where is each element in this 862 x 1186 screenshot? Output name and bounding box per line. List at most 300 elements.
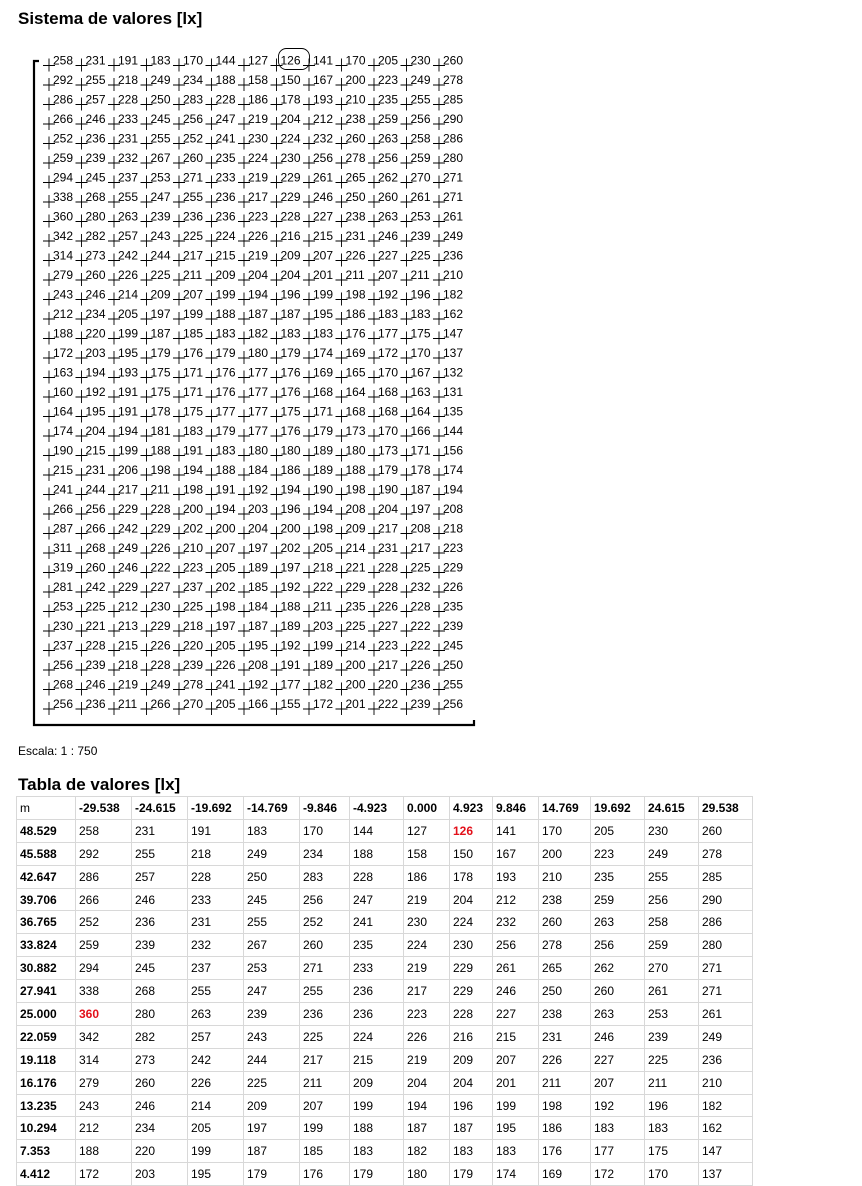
grid-value: 172 (378, 346, 399, 360)
grid-value: 192 (248, 677, 269, 692)
grid-value: 260 (443, 53, 464, 68)
grid-value: 239 (85, 658, 106, 672)
grid-value: 198 (150, 463, 171, 477)
grid-value: 236 (183, 209, 204, 224)
grid-value: 206 (118, 463, 139, 477)
table-cell: 183 (244, 819, 300, 842)
row-label: 19.118 (17, 1048, 76, 1071)
table-cell: 246 (493, 980, 539, 1003)
grid-value: 196 (280, 502, 301, 516)
table-cell: 196 (450, 1094, 493, 1117)
grid-value: 150 (280, 73, 301, 87)
table-cell: 241 (350, 911, 404, 934)
grid-value: 212 (118, 599, 139, 614)
grid-value: 222 (313, 580, 334, 594)
grid-value: 250 (150, 92, 171, 107)
grid-value: 231 (118, 131, 139, 146)
table-cell: 176 (539, 1140, 591, 1163)
grid-value: 168 (378, 404, 399, 419)
grid-value: 183 (280, 326, 301, 341)
table-cell: 201 (493, 1071, 539, 1094)
grid-value: 127 (248, 53, 269, 68)
grid-value: 232 (410, 580, 431, 594)
table-cell: 170 (645, 1163, 699, 1186)
table-cell: 249 (645, 842, 699, 865)
values-table (16, 796, 753, 1186)
grid-value: 235 (215, 151, 236, 165)
grid-value: 250 (345, 190, 366, 204)
table-cell: 205 (188, 1117, 244, 1140)
grid-value: 183 (378, 307, 399, 321)
grid-value: 204 (280, 112, 301, 126)
grid-value: 170 (183, 53, 204, 68)
grid-value: 208 (248, 658, 269, 672)
table-cell: 261 (699, 1003, 753, 1026)
grid-value: 200 (215, 521, 236, 536)
table-cell: 232 (493, 911, 539, 934)
grid-value: 241 (215, 677, 236, 692)
grid-value: 201 (313, 268, 334, 282)
table-cell: 169 (539, 1163, 591, 1186)
grid-value: 188 (215, 307, 236, 321)
grid-value: 189 (313, 443, 334, 458)
grid-value: 227 (378, 619, 399, 633)
grid-value: 131 (443, 385, 464, 399)
grid-value: 217 (378, 658, 399, 672)
grid-value: 223 (378, 638, 399, 653)
grid-value: 256 (85, 502, 106, 516)
grid-value: 135 (443, 404, 464, 419)
grid-value: 236 (215, 209, 236, 224)
column-header: 29.538 (699, 797, 753, 820)
table-cell: 195 (188, 1163, 244, 1186)
grid-value: 166 (248, 697, 269, 711)
grid-value: 229 (150, 619, 171, 633)
grid-value: 175 (410, 326, 431, 341)
grid-value: 223 (248, 209, 269, 224)
grid-value: 236 (85, 131, 106, 146)
table-cell: 258 (645, 911, 699, 934)
grid-value: 144 (443, 424, 464, 438)
table-cell: 342 (76, 1025, 132, 1048)
grid-value: 179 (215, 346, 236, 360)
grid-value: 235 (345, 599, 366, 614)
grid-value: 229 (443, 560, 464, 575)
grid-value: 177 (378, 326, 399, 341)
grid-value: 202 (280, 541, 301, 555)
table-cell: 174 (493, 1163, 539, 1186)
grid-value: 249 (443, 229, 464, 243)
table-cell: 183 (493, 1140, 539, 1163)
grid-value: 244 (150, 248, 171, 263)
table-cell: 207 (300, 1094, 350, 1117)
grid-value: 233 (215, 170, 236, 185)
grid-value: 226 (443, 580, 464, 594)
table-cell: 233 (350, 957, 404, 980)
grid-value: 218 (118, 73, 139, 87)
grid-value: 220 (85, 326, 106, 341)
grid-value: 158 (248, 73, 269, 87)
grid-value: 171 (183, 365, 204, 380)
grid-value: 234 (183, 73, 204, 87)
grid-value: 215 (215, 248, 236, 263)
table-cell: 235 (350, 934, 404, 957)
grid-value: 205 (118, 307, 139, 321)
grid-value: 229 (150, 521, 171, 536)
grid-value: 226 (118, 268, 139, 282)
grid-value: 280 (443, 151, 464, 165)
column-header: -4.923 (350, 797, 404, 820)
grid-value: 169 (313, 365, 334, 380)
grid-value: 222 (378, 697, 399, 711)
grid-value: 199 (215, 287, 236, 302)
grid-value: 228 (378, 560, 399, 575)
grid-value: 195 (118, 346, 139, 360)
grid-value: 188 (345, 463, 366, 477)
table-cell: 228 (450, 1003, 493, 1026)
table-cell: 170 (539, 819, 591, 842)
grid-value: 223 (183, 560, 204, 575)
grid-value: 199 (313, 287, 334, 302)
table-row (17, 1003, 753, 1026)
table-cell: 257 (132, 865, 188, 888)
table-cell: 265 (539, 957, 591, 980)
grid-value: 255 (85, 73, 106, 87)
grid-value: 197 (410, 502, 431, 516)
grid-value: 256 (53, 697, 74, 711)
grid-value: 255 (118, 190, 139, 204)
grid-value: 200 (345, 658, 366, 672)
table-cell: 278 (699, 842, 753, 865)
grid-value: 190 (378, 482, 399, 497)
table-cell: 141 (493, 819, 539, 842)
grid-value: 144 (215, 53, 236, 68)
grid-value: 215 (53, 463, 74, 477)
table-cell: 239 (132, 934, 188, 957)
table-cell: 245 (244, 888, 300, 911)
table-cell: 127 (404, 819, 450, 842)
grid-value: 189 (280, 619, 301, 633)
table-cell: 220 (132, 1140, 188, 1163)
table-cell: 187 (450, 1117, 493, 1140)
grid-value: 220 (378, 677, 399, 692)
table-cell: 255 (188, 980, 244, 1003)
table-cell: 188 (350, 842, 404, 865)
table-row (17, 842, 753, 865)
table-cell: 262 (591, 957, 645, 980)
table-cell: 225 (645, 1048, 699, 1071)
table-cell: 225 (244, 1071, 300, 1094)
grid-value: 209 (215, 268, 236, 282)
grid-value: 188 (150, 443, 171, 458)
grid-value: 162 (443, 307, 464, 321)
grid-value: 233 (118, 112, 139, 126)
grid-value: 179 (280, 346, 301, 360)
table-row (17, 888, 753, 911)
grid-value: 247 (215, 112, 236, 126)
grid-value: 243 (53, 287, 74, 302)
grid-value: 180 (248, 346, 269, 360)
grid-value: 177 (280, 677, 301, 692)
table-cell: 180 (404, 1163, 450, 1186)
table-row (17, 911, 753, 934)
grid-value: 231 (345, 229, 366, 243)
grid-value: 246 (378, 229, 399, 243)
grid-value: 278 (443, 73, 464, 87)
grid-value: 184 (248, 599, 269, 614)
grid-value: 160 (53, 385, 74, 399)
grid-value: 255 (183, 190, 204, 204)
grid-value: 171 (410, 443, 431, 458)
table-cell: 271 (300, 957, 350, 980)
grid-value: 187 (280, 307, 301, 321)
grid-value: 242 (118, 248, 139, 263)
grid-value: 199 (313, 638, 334, 653)
grid-value: 256 (313, 151, 334, 165)
grid-value: 257 (118, 229, 139, 243)
grid-value: 229 (345, 580, 366, 594)
grid-value: 228 (118, 92, 139, 107)
grid-value: 176 (183, 346, 204, 360)
scale-label: Escala: 1 : 750 (18, 744, 98, 758)
grid-value: 225 (183, 599, 204, 614)
grid-value: 266 (85, 521, 106, 536)
grid-value: 193 (118, 365, 139, 380)
grid-value: 270 (183, 697, 204, 711)
grid-value: 137 (443, 346, 464, 360)
table-cell: 256 (645, 888, 699, 911)
grid-value: 199 (183, 307, 204, 321)
column-header: -14.769 (244, 797, 300, 820)
table-cell: 217 (300, 1048, 350, 1071)
table-cell: 214 (188, 1094, 244, 1117)
grid-value: 198 (313, 521, 334, 536)
grid-value: 177 (248, 385, 269, 399)
grid-value: 270 (410, 170, 431, 185)
grid-value: 278 (345, 151, 366, 165)
table-row (17, 980, 753, 1003)
grid-value: 196 (410, 287, 431, 302)
grid-value: 167 (410, 365, 431, 380)
grid-value: 232 (313, 131, 334, 146)
grid-value: 219 (248, 170, 269, 185)
row-label: 33.824 (17, 934, 76, 957)
grid-value: 176 (280, 424, 301, 438)
grid-value: 236 (85, 697, 106, 711)
table-cell: 219 (404, 888, 450, 911)
grid-value: 173 (345, 424, 366, 438)
grid-value: 184 (248, 463, 269, 477)
grid-value: 226 (150, 541, 171, 555)
grid-value: 230 (410, 53, 431, 68)
grid-value: 226 (345, 248, 366, 263)
table-cell: 229 (450, 957, 493, 980)
table-cell: 252 (300, 911, 350, 934)
grid-value: 246 (118, 560, 139, 575)
grid-value: 200 (345, 677, 366, 692)
grid-value: 229 (118, 580, 139, 594)
column-header: -24.615 (132, 797, 188, 820)
grid-value: 172 (53, 346, 74, 360)
table-cell: 271 (699, 957, 753, 980)
row-label: 10.294 (17, 1117, 76, 1140)
grid-value: 214 (118, 287, 139, 302)
grid-value: 211 (345, 268, 365, 282)
grid-value: 176 (215, 385, 236, 399)
grid-value: 245 (150, 112, 171, 126)
grid-value: 256 (378, 151, 399, 165)
table-cell: 238 (539, 888, 591, 911)
table-cell: 210 (699, 1071, 753, 1094)
table-cell: 179 (244, 1163, 300, 1186)
table-cell: 207 (493, 1048, 539, 1071)
grid-value: 218 (313, 560, 334, 575)
grid-value: 228 (410, 599, 431, 614)
grid-value: 194 (85, 365, 106, 380)
grid-value: 266 (53, 502, 74, 516)
table-row (17, 1071, 753, 1094)
grid-value: 175 (150, 365, 171, 380)
table-cell: 232 (188, 934, 244, 957)
grid-value: 192 (280, 580, 301, 594)
grid-value: 182 (443, 287, 464, 302)
grid-value: 183 (313, 326, 334, 341)
table-row (17, 1140, 753, 1163)
table-cell: 203 (132, 1163, 188, 1186)
grid-value: 167 (313, 73, 334, 87)
table-cell: 209 (350, 1071, 404, 1094)
grid-value: 207 (313, 248, 334, 263)
table-cell: 224 (350, 1025, 404, 1048)
column-header: -19.692 (188, 797, 244, 820)
grid-value: 209 (280, 248, 301, 263)
table-cell: 187 (404, 1117, 450, 1140)
table-cell: 209 (244, 1094, 300, 1117)
grid-value: 179 (313, 424, 334, 438)
grid-value: 170 (345, 53, 366, 68)
grid-value: 187 (410, 482, 431, 497)
grid-value: 156 (443, 443, 464, 458)
grid-value: 287 (53, 521, 74, 536)
grid-value: 222 (150, 560, 171, 575)
grid-value: 211 (313, 599, 333, 614)
grid-value: 256 (410, 112, 431, 126)
grid-value: 205 (215, 697, 236, 711)
table-cell: 267 (244, 934, 300, 957)
grid-value: 220 (183, 638, 204, 653)
grid-value: 207 (378, 268, 399, 282)
table-cell: 198 (539, 1094, 591, 1117)
grid-value: 256 (183, 112, 204, 126)
table-cell: 258 (76, 819, 132, 842)
grid-value: 230 (248, 131, 269, 146)
grid-value: 175 (183, 404, 204, 419)
grid-value: 261 (443, 209, 464, 224)
grid-value: 164 (410, 404, 431, 419)
grid-value: 141 (313, 53, 334, 68)
table-cell: 215 (493, 1025, 539, 1048)
grid-value: 191 (183, 443, 204, 458)
table-cell: 193 (493, 865, 539, 888)
grid-value: 198 (215, 599, 236, 614)
table-cell: 260 (591, 980, 645, 1003)
grid-value: 163 (410, 385, 431, 399)
table-header-row (17, 797, 753, 820)
grid-value: 176 (345, 326, 366, 341)
grid-value: 266 (53, 112, 74, 126)
table-cell: 183 (645, 1117, 699, 1140)
grid-value: 170 (378, 365, 399, 380)
table-cell: 246 (591, 1025, 645, 1048)
grid-value: 191 (118, 404, 139, 419)
grid-value: 236 (410, 677, 431, 692)
column-header: 24.615 (645, 797, 699, 820)
grid-value: 265 (345, 170, 366, 185)
grid-value: 255 (410, 92, 431, 107)
grid-value: 214 (345, 638, 366, 653)
grid-value: 196 (280, 287, 301, 302)
table-title: Tabla de valores [lx] (18, 775, 181, 794)
grid-value: 263 (378, 131, 399, 146)
grid-value: 319 (53, 560, 74, 575)
table-cell: 144 (350, 819, 404, 842)
table-cell: 246 (132, 1094, 188, 1117)
table-cell: 186 (539, 1117, 591, 1140)
grid-value: 249 (150, 73, 171, 87)
grid-value: 226 (150, 638, 171, 653)
grid-value: 235 (378, 92, 399, 107)
grid-value: 212 (313, 112, 334, 126)
grid-value: 175 (280, 404, 301, 419)
grid-value: 239 (85, 151, 106, 165)
table-cell: 183 (350, 1140, 404, 1163)
table-cell: 235 (591, 865, 645, 888)
grid-value: 217 (183, 248, 204, 263)
table-cell: 260 (132, 1071, 188, 1094)
grid-value: 188 (280, 599, 301, 614)
grid-value: 201 (345, 697, 366, 711)
grid-value: 250 (443, 658, 464, 672)
grid-value: 239 (443, 619, 464, 633)
grid-value: 228 (215, 92, 236, 107)
grid-value: 176 (280, 365, 301, 380)
grid-value: 225 (410, 560, 431, 575)
grid-value: 226 (215, 658, 236, 672)
grid-value: 183 (183, 424, 204, 438)
grid-value: 191 (118, 385, 139, 399)
grid-value: 286 (53, 92, 74, 107)
table-cell: 249 (699, 1025, 753, 1048)
grid-value: 230 (150, 599, 171, 614)
table-cell: 224 (450, 911, 493, 934)
grid-value: 189 (248, 560, 269, 575)
grid-value: 253 (53, 599, 74, 614)
grid-value: 171 (183, 385, 204, 399)
grid-value: 217 (410, 541, 431, 555)
table-cell: 211 (539, 1071, 591, 1094)
grid-value: 207 (215, 541, 236, 555)
table-cell: 263 (188, 1003, 244, 1026)
row-label: 36.765 (17, 911, 76, 934)
grid-value: 241 (215, 131, 236, 146)
table-cell: 290 (699, 888, 753, 911)
grid-value: 242 (85, 580, 106, 594)
grid-value: 189 (313, 463, 334, 477)
table-cell: 238 (539, 1003, 591, 1026)
grid-value: 280 (85, 209, 106, 224)
table-cell: 197 (244, 1117, 300, 1140)
grid-value: 210 (345, 92, 366, 107)
